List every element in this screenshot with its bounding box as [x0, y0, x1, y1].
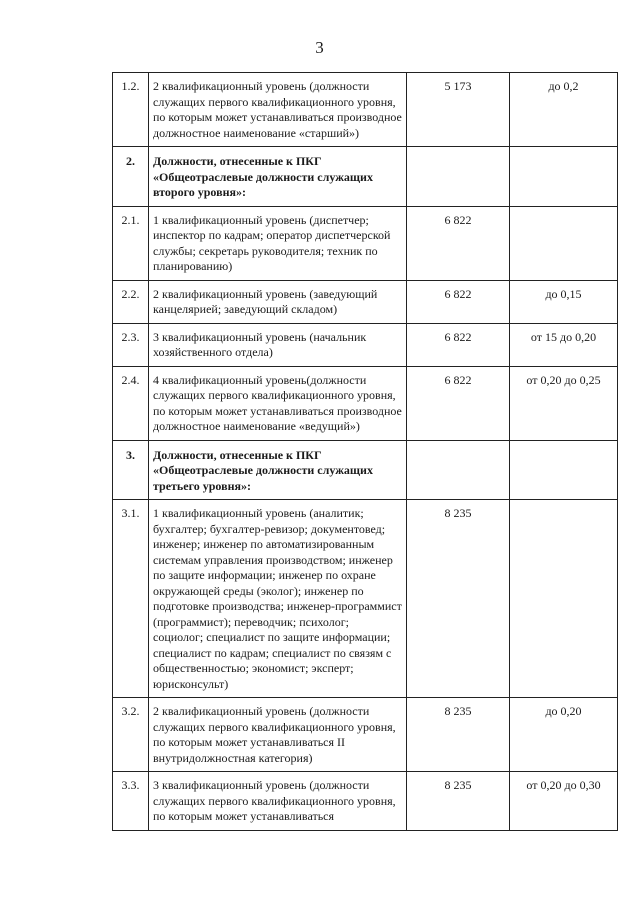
row-number: 2.2.: [113, 280, 149, 323]
position-description: 2 квалификационный уровень (должности служащих первого квалификационного уровня, по которым может устанавливаться производное должностное наименование «старший»): [149, 73, 407, 147]
table-row: [113, 73, 618, 147]
coefficient-value: [510, 206, 618, 280]
position-description: 3 квалификационный уровень (должности служащих первого квалификационного уровня, по которым может устанавливаться: [149, 772, 407, 831]
position-description: 3 квалификационный уровень (начальник хозяйственного отдела): [149, 323, 407, 366]
table-row: [113, 698, 618, 772]
coefficient-value: [510, 147, 618, 207]
table-row: [113, 500, 618, 698]
row-number: 3.3.: [113, 772, 149, 831]
table-row: [113, 280, 618, 323]
table-row: [113, 772, 618, 831]
row-number: 1.2.: [113, 73, 149, 147]
salary-value: 6 822: [407, 206, 510, 280]
position-description: 2 квалификационный уровень (заведующий канцелярией; заведующий складом): [149, 280, 407, 323]
table-row: [113, 206, 618, 280]
position-description: 1 квалификационный уровень (аналитик; бухгалтер; бухгалтер-ревизор; документовед; инженер; инженер по автоматизированным системам управления производством; инженер по защите информации; инженер по охране окружающей среды (эколог); инженер по подготовке производства; инженер-программист (программист); переводчик; психолог; социолог; специалист по защите информации; специалист по кадрам; специалист по связям с общественностью; экономист; эксперт; юрисконсульт): [149, 500, 407, 698]
salary-value: 8 235: [407, 772, 510, 831]
row-number: 3.: [113, 440, 149, 500]
salary-table: [112, 72, 618, 831]
row-number: 2.4.: [113, 366, 149, 440]
group-header-row: [113, 440, 618, 500]
page-number: 3: [315, 38, 324, 57]
table-row: [113, 366, 618, 440]
salary-value: 6 822: [407, 323, 510, 366]
coefficient-value: [510, 440, 618, 500]
position-description: 2 квалификационный уровень (должности служащих первого квалификационного уровня, по которым может устанавливаться II внутридолжностная категория): [149, 698, 407, 772]
salary-value: 8 235: [407, 500, 510, 698]
salary-value: 8 235: [407, 698, 510, 772]
group-header-row: [113, 147, 618, 207]
row-number: 2.3.: [113, 323, 149, 366]
salary-value: [407, 440, 510, 500]
salary-value: 6 822: [407, 366, 510, 440]
salary-value: 6 822: [407, 280, 510, 323]
position-description: Должности, отнесенные к ПКГ «Общеотраслевые должности служащих второго уровня»:: [149, 147, 407, 207]
coefficient-value: от 15 до 0,20: [510, 323, 618, 366]
coefficient-value: от 0,20 до 0,30: [510, 772, 618, 831]
table-row: [113, 323, 618, 366]
coefficient-value: до 0,20: [510, 698, 618, 772]
row-number: 2.: [113, 147, 149, 207]
salary-value: 5 173: [407, 73, 510, 147]
salary-value: [407, 147, 510, 207]
position-description: 4 квалификационный уровень(должности служащих первого квалификационного уровня, по которым может устанавливаться производное должностное наименование «ведущий»): [149, 366, 407, 440]
table-body: [113, 73, 618, 831]
row-number: 3.2.: [113, 698, 149, 772]
position-description: 1 квалификационный уровень (диспетчер; инспектор по кадрам; оператор диспетчерской службы; секретарь руководителя; техник по планированию): [149, 206, 407, 280]
coefficient-value: до 0,2: [510, 73, 618, 147]
coefficient-value: от 0,20 до 0,25: [510, 366, 618, 440]
position-description: Должности, отнесенные к ПКГ «Общеотраслевые должности служащих третьего уровня»:: [149, 440, 407, 500]
coefficient-value: до 0,15: [510, 280, 618, 323]
coefficient-value: [510, 500, 618, 698]
row-number: 2.1.: [113, 206, 149, 280]
row-number: 3.1.: [113, 500, 149, 698]
